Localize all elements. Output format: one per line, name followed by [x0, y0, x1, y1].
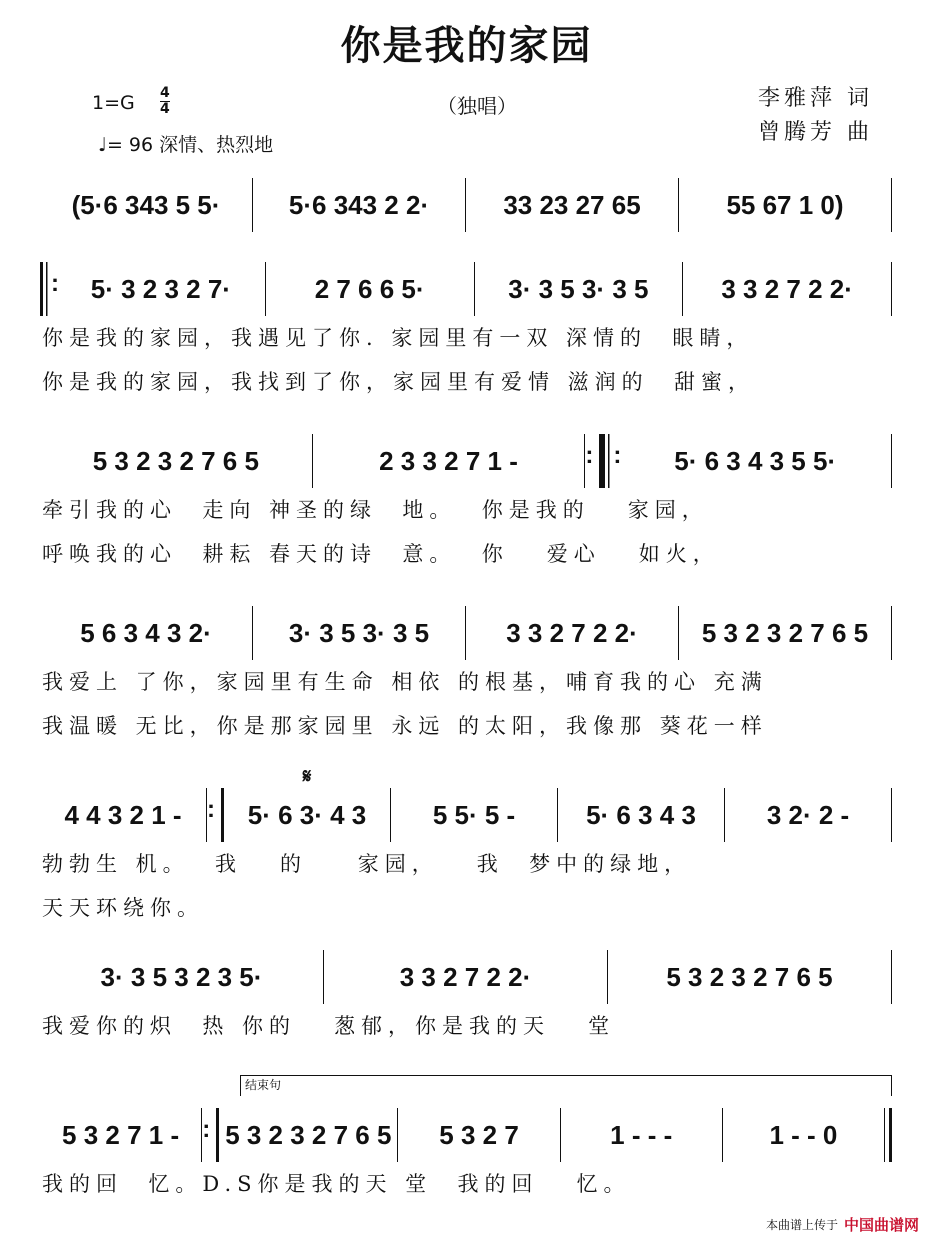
time-signature [160, 86, 170, 117]
lyric-line: 你是我的家园，我找到了你，家园里有爱情 滋润的 甜蜜， [42, 370, 756, 394]
measure: 5 5· 5 - [432, 799, 516, 830]
lyric-line: 牵引我的心 走向 神圣的绿 地。 你是我的 家园， [42, 498, 709, 522]
lyric-line: 天天环绕你。 [42, 896, 204, 920]
score-system [40, 434, 892, 576]
lyric-line: 呼唤我的心 耕耘 春天的诗 意。 你 爱心 如火， [42, 542, 720, 566]
measure: 5 6 3 4 3 2· [80, 617, 212, 648]
measure: (5·6 343 5 5· [71, 189, 221, 220]
site-logo: 中国曲谱网 [843, 1216, 919, 1234]
measure: 3 3 2 7 2 2· [399, 961, 532, 992]
measure: 3 3 2 7 2 2· [721, 273, 853, 304]
measure: 3· 3 5 3 2 3 5· [100, 961, 263, 992]
barline-single [891, 788, 892, 842]
song-title: 你是我的家园 [340, 23, 593, 69]
credits [758, 82, 873, 150]
notes-row [40, 434, 892, 488]
measure: 5· 3 2 3 2 7· [90, 273, 231, 304]
measure: 1 - - 0 [769, 1119, 838, 1150]
lyric-line: 你是我的家园，我遇见了你. 家园里有一双 深情的 眼睛， [42, 326, 754, 350]
notes-row [40, 178, 892, 232]
score-system [40, 262, 892, 404]
measure: 33 23 27 65 [503, 189, 641, 220]
measure: 5 3 2 3 2 7 6 5 [92, 445, 259, 476]
measure: 55 67 1 0) [726, 189, 844, 220]
measure-notes: 5· 6 3· 4 3 [247, 799, 367, 830]
score-system [40, 766, 892, 930]
score-system [40, 950, 892, 1048]
measure: 5· 6 3 4 3 5 5· [674, 445, 837, 476]
ending-bracket [240, 1075, 892, 1096]
lyric-line: 我的回 忆。D.S你是我的天 堂 我的回 忆。 [42, 1172, 631, 1196]
measure: 5 3 2 3 2 7 6 5 [225, 1119, 392, 1150]
barline-rep-end [201, 1108, 219, 1162]
barline-rep-start [602, 434, 619, 488]
measure: 1 - - - [610, 1119, 673, 1150]
measure: 5 3 2 3 2 7 6 5 [666, 961, 833, 992]
ending-label: 结束句 [245, 1078, 282, 1092]
tempo-marking: ♩= 96 深情、热烈地 [98, 134, 274, 156]
time-signature-bottom: 4 [160, 101, 170, 117]
lyric-line: 我爱上 了你，家园里有生命 相依 的根基，哺育我的心 充满 [42, 670, 768, 694]
lyricist: 李雅萍 词 [758, 86, 873, 111]
measure: 2 3 3 2 7 1 - [379, 445, 518, 476]
measure: 3· 3 5 3· 3 5 [508, 273, 649, 304]
measure: 5 3 2 7 1 - [62, 1119, 180, 1150]
measure: 5· 6 3 4 3 [586, 799, 696, 830]
notes-row [40, 606, 892, 660]
barline-double [884, 1108, 892, 1162]
score-system [40, 1108, 892, 1206]
lyric-line: 勃勃生 机。 我 的 家园， 我 梦中的绿地， [42, 852, 692, 876]
measure: 5·6 343 2 2· [288, 189, 430, 220]
notes-row [40, 766, 892, 842]
barline-single [891, 434, 892, 488]
lyric-line: 我爱你的炽 热 你的 葱郁，你是我的天 堂 [42, 1014, 616, 1038]
measure: 3 3 2 7 2 2· [506, 617, 638, 648]
measure: 3 2· 2 - [766, 799, 850, 830]
score [40, 178, 892, 1206]
measure: 4 4 3 2 1 - [64, 799, 182, 830]
score-system [40, 178, 892, 232]
barline-rep-end [206, 788, 224, 842]
performance-type: （独唱） [437, 94, 517, 118]
barline-rep-end [584, 434, 602, 488]
measure: 3· 3 5 3· 3 5 [288, 617, 430, 648]
notes-row [40, 262, 892, 316]
footer-text: 本曲谱上传于 [765, 1218, 838, 1232]
measure: 5 3 2 7 [439, 1119, 519, 1150]
barline-rep-start [40, 262, 57, 316]
score-system [40, 606, 892, 748]
composer: 曾腾芳 曲 [758, 120, 873, 145]
time-signature-top: 4 [160, 85, 170, 101]
key-signature: 1=G [92, 92, 135, 114]
measure [224, 766, 390, 842]
measure: 2 7 6 6 5· [314, 273, 425, 304]
barline-single [891, 606, 892, 660]
notes-row [40, 950, 892, 1004]
measure: 5 3 2 3 2 7 6 5 [701, 617, 869, 648]
barline-single [891, 262, 892, 316]
notes-row [40, 1108, 892, 1162]
barline-single [891, 950, 892, 1004]
lyric-line: 我温暖 无比，你是那家园里 永远 的太阳，我像那 葵花一样 [42, 714, 768, 738]
barline-single [891, 178, 892, 232]
footer [766, 1214, 919, 1235]
segno-sign: 𝄋 [302, 766, 312, 788]
